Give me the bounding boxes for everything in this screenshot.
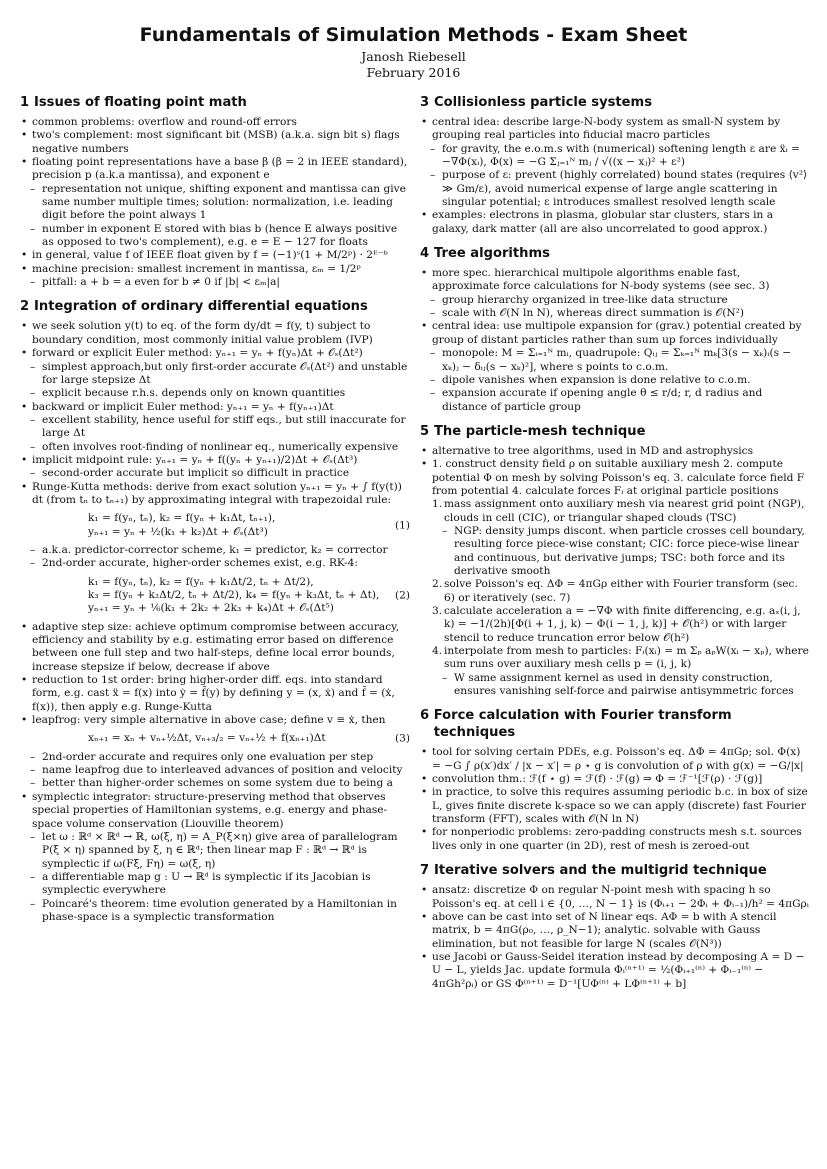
section-heading	[20, 94, 410, 111]
equation-line: k₃ = f(yₙ + k₂Δt/2, tₙ + Δt/2), k₄ = f(yₙ + k₃Δt, tₙ + Δt),	[88, 589, 380, 601]
right-column	[420, 94, 810, 1000]
bullet-list	[420, 116, 810, 143]
equation-number: (3)	[394, 732, 410, 745]
section	[420, 423, 810, 699]
bullet-item: • examples: electrons in plasma, globular star clusters, stars in a galaxy, dark matter (all are also uncorrelated to good approx.)	[420, 209, 810, 236]
bullet-item: • convolution thm.: ℱ(f ⋆ g) = ℱ(f) · ℱ(g) ⇒ Φ = ℱ⁻¹[ℱ(ρ) · ℱ(g)]	[420, 773, 810, 786]
numbered-item	[432, 645, 810, 672]
bullet-list	[20, 481, 410, 508]
bullet-item: • use Jacobi or Gauss-Seidel iteration instead by decomposing A = D − U − L, yields Jac. update formula Φᵢ⁽ⁿ⁺¹⁾ = ½(Φᵢ₊₁⁽ⁿ⁾ + Φᵢ₋₁⁽ⁿ⁾ − 4πGh²ρᵢ) or GS Φ⁽ⁿ⁺¹⁾ = D⁻¹[UΦ⁽ⁿ⁾ + LΦ⁽ⁿ⁺¹⁾ + b]	[420, 951, 810, 991]
sub-bullet-list	[420, 347, 810, 414]
bullet-item: • ansatz: discretize Φ on regular N-point mesh with spacing h so Poisson's eq. at cell i ∈ {0, …, N − 1} is (Φᵢ₊₁ − 2Φᵢ + Φᵢ₋₁)/h² = 4πGρᵢ	[420, 884, 810, 911]
sub-bullet-item: – for gravity, the e.o.m.s with (numerical) softening length ε are ẍᵢ = −∇Φ(xᵢ), Φ(x) = −G Σⱼ₌₁ᴺ mⱼ / √((x − xⱼ)² + ε²)	[420, 143, 810, 170]
sub-bullet-item: – let ω : ℝᵈ × ℝᵈ → ℝ, ω(ξ, η) = A_P(ξ×η) give area of parallelogram P(ξ × η) spanned by ξ, η ∈ ℝᵈ; then linear map F : ℝᵈ → ℝᵈ is symplectic if ω(Fξ, Fη) = ω(ξ, η)	[20, 831, 410, 871]
sub-bullet-list	[432, 672, 810, 699]
bullet-item: • central idea: describe large-N-body system as small-N system by grouping real particles into fiducial macro particles	[420, 116, 810, 143]
sub-bullet-item: – a.k.a. predictor-corrector scheme, k₁ = predictor, k₂ = corrector	[20, 544, 410, 557]
section-number: 3	[420, 95, 430, 110]
sub-bullet-item: – explicit because r.h.s. depends only on known quantities	[20, 387, 410, 400]
equation-block	[20, 507, 410, 544]
section-heading	[20, 298, 410, 315]
section	[420, 94, 810, 236]
section	[420, 245, 810, 414]
bullet-list	[20, 116, 410, 183]
section-title: Force calculation with Fourier transform techniques	[433, 708, 732, 741]
section-number: 6	[420, 708, 430, 724]
sub-bullet-list	[20, 361, 410, 401]
bullet-item: • common problems: overflow and round-off errors	[20, 116, 410, 129]
sub-bullet-item: – dipole vanishes when expansion is done relative to c.o.m.	[420, 374, 810, 387]
sub-bullet-list	[20, 183, 410, 250]
bullet-item: • tool for solving certain PDEs, e.g. Poisson's eq. ΔΦ = 4πGρ; sol. Φ(x) = −G ∫ ρ(x′)dx′ / |x − x′| = ρ ⋆ g is convolution of ρ with g(x) = −G/|x|	[420, 746, 810, 773]
bullet-item: • implicit midpoint rule: yₙ₊₁ = yₙ + f((yₙ + yₙ₊₁)/2)Δt + 𝒪ₛ(Δt³)	[20, 454, 410, 467]
sub-bullet-item: – purpose of ε: prevent (highly correlated) bound states (requires ⟨v²⟩ ≫ Gm/ε), avoid numerical expense of large angle scattering in singular potential; ε introduces smallest resolved length scale	[420, 169, 810, 209]
section-heading	[420, 423, 810, 440]
sub-bullet-list	[432, 525, 810, 578]
numbered-item	[432, 498, 810, 525]
bullet-list	[420, 267, 810, 294]
sub-bullet-list	[20, 544, 410, 571]
bullet-item: • floating point representations have a base β (β = 2 in IEEE standard), precision p (a.k.a mantissa), and exponent e	[20, 156, 410, 183]
equation-number: (2)	[394, 589, 410, 601]
section-heading	[420, 707, 810, 741]
section-title: Integration of ordinary differential equations	[34, 299, 368, 315]
sub-bullet-list	[20, 831, 410, 924]
sub-bullet-list	[420, 143, 810, 210]
bullet-item: • for nonperiodic problems: zero-padding constructs mesh s.t. sources lives only in one quarter (in 2D), rest of mesh is zeroed-out	[420, 826, 810, 853]
section-heading	[420, 862, 810, 879]
bullet-list	[420, 445, 810, 498]
item-number: 3.	[432, 605, 443, 617]
equation-line: yₙ₊₁ = yₙ + ½(k₁ + k₂)Δt + 𝒪ₛ(Δt³)	[88, 525, 268, 538]
bullet-item: • in practice, to solve this requires assuming periodic b.c. in box of size L, gives finite discrete k-space so we can apply (discrete) fast Fourier transform (FFT), scales with 𝒪(N ln N)	[420, 786, 810, 826]
sub-bullet-item: – pitfall: a + b = a even for b ≠ 0 if |b| < εₘ|a|	[20, 276, 410, 289]
bullet-item: • we seek solution y(t) to eq. of the form dy/dt = f(y, t) subject to boundary condition, most commonly initial value problem (IVP)	[20, 320, 410, 347]
sub-bullet-item: – simplest approach,but only first-order accurate 𝒪ₛ(Δt²) and unstable for large stepsize Δt	[20, 361, 410, 388]
item-text: calculate acceleration a = −∇Φ with finite differencing, e.g. aₓ(i, j, k) = −1/(2h)[Φ(i + 1, j, k) − Φ(i − 1, j, k)] + 𝒪(h²) or with larger stencil to reduce truncation error below 𝒪(h²)	[444, 605, 801, 644]
bullet-item: • two's complement: most significant bit (MSB) (a.k.a. sign bit s) flags negative numbers	[20, 129, 410, 156]
sub-bullet-item: – number in exponent E stored with bias b (hence E always positive as opposed to two's complement), e.g. e = E − 127 for floats	[20, 223, 410, 250]
equation-line: xₙ₊₁ = xₙ + vₙ₊½Δt, vₙ₊₃/₂ = vₙ₊½ + f(xₙ₊₁)Δt	[88, 732, 326, 745]
section-heading	[420, 245, 810, 262]
section-title: The particle-mesh technique	[434, 423, 646, 439]
section-heading	[420, 94, 810, 111]
section-title: Iterative solvers and the multigrid technique	[434, 863, 767, 879]
equation-line: yₙ₊₁ = yₙ + ⅙(k₁ + 2k₂ + 2k₃ + k₄)Δt + 𝒪ₛ(Δt⁵)	[88, 602, 334, 615]
sub-bullet-item: – Poincaré's theorem: time evolution generated by a Hamiltonian in phase-space is a symplectic transformation	[20, 898, 410, 925]
bullet-item: • backward or implicit Euler method: yₙ₊₁ = yₙ + f(yₙ₊₁)Δt	[20, 401, 410, 414]
sub-bullet-list	[20, 276, 410, 289]
sub-bullet-item: – excellent stability, hence useful for stiff eqs., but still inaccurate for large Δt	[20, 414, 410, 441]
section-title: Tree algorithms	[434, 246, 550, 262]
bullet-item: • symplectic integrator: structure-preserving method that observes special properties of Hamiltonian systems, e.g. energy and phase-space volume conservation (Liouville theorem)	[20, 791, 410, 831]
sub-bullet-item: – NGP: density jumps discont. when particle crosses cell boundary, resulting force piece-wise constant; CIC: force piece-wise linear and continuous, but derivative jumps; TSC: both force and its derivative smooth	[432, 525, 810, 578]
equation-block	[20, 571, 410, 621]
left-column	[20, 94, 410, 933]
item-number: 2.	[432, 578, 443, 591]
item-text: solve Poisson's eq. ΔΦ = 4πGρ either with Fourier transform (sec. 6) or iteratively (sec. 7)	[444, 578, 798, 604]
bullet-list	[420, 884, 810, 991]
bullet-list	[420, 746, 810, 853]
equation-block	[20, 727, 410, 750]
numbered-item	[432, 578, 810, 605]
document-title: Fundamentals of Simulation Methods - Exam Sheet	[139, 24, 688, 46]
numbered-list	[432, 498, 810, 698]
section-number: 2	[20, 299, 30, 315]
bullet-list	[20, 454, 410, 467]
bullet-list	[420, 320, 810, 347]
bullet-item: • leapfrog: very simple alternative in above case; define v ≡ ẋ, then	[20, 714, 410, 727]
bullet-list	[420, 209, 810, 236]
section	[420, 862, 810, 991]
section	[420, 707, 810, 853]
bullet-list	[20, 791, 410, 831]
sub-bullet-item: – better than higher-order schemes on some system due to being a	[20, 777, 410, 790]
sub-bullet-list	[20, 751, 410, 791]
sub-bullet-item: – 2nd-order accurate and requires only one evaluation per step	[20, 751, 410, 764]
section-number: 4	[420, 246, 430, 262]
equation-number: (1)	[394, 518, 410, 531]
bullet-item: • Runge-Kutta methods: derive from exact solution yₙ₊₁ = yₙ + ∫ f(y(t)) dt (from tₙ to tₙ₊₁) by approximating integral with trapezoidal rule:	[20, 481, 410, 508]
sub-bullet-item: – W same assignment kernel as used in density construction, ensures vanishing self-force and pairwise antisymmetric forces	[432, 672, 810, 699]
section-number: 7	[420, 863, 430, 879]
bullet-list	[20, 249, 410, 276]
sub-bullet-list	[420, 294, 810, 321]
section	[20, 298, 410, 924]
sub-bullet-item: – second-order accurate but implicit so difficult in practice	[20, 467, 410, 480]
bullet-list	[20, 401, 410, 414]
document-author: Janosh Riebesell	[361, 49, 466, 64]
equation-line: k₁ = f(yₙ, tₙ), k₂ = f(yₙ + k₁Δt/2, tₙ + Δt/2),	[88, 575, 314, 588]
sub-bullet-item: – often involves root-finding of nonlinear eq., numerically expensive	[20, 441, 410, 454]
section-title: Issues of floating point math	[34, 95, 247, 110]
item-number: 4.	[432, 645, 443, 658]
sub-bullet-item: – a differentiable map g : U → ℝᵈ is symplectic if its Jacobian is symplectic everywhere	[20, 871, 410, 898]
bullet-item: • machine precision: smallest increment in mantissa, εₘ = 1/2ᵖ	[20, 263, 410, 276]
section	[20, 94, 410, 289]
bullet-list	[20, 320, 410, 360]
sub-bullet-item: – representation not unique, shifting exponent and mantissa can give same number multiple times; solution: normalization, i.e. leading digit before the point always 1	[20, 183, 410, 223]
numbered-item	[432, 605, 810, 645]
bullet-item: • above can be cast into set of N linear eqs. AΦ = b with A stencil matrix, b = 4πG(ρ₀, …, ρ_N−1); analytic. solvable with Gauss elimination, but not feasible for large N (scales 𝒪(N³))	[420, 911, 810, 951]
item-text: interpolate from mesh to particles: Fᵢ(xᵢ) = m Σₚ aₚW(xᵢ − xₚ), where sum runs over auxiliary mesh cells p = (i, j, k)	[444, 645, 809, 671]
bullet-item: • forward or explicit Euler method: yₙ₊₁ = yₙ + f(yₙ)Δt + 𝒪ₛ(Δt²)	[20, 347, 410, 360]
bullet-item: • central idea: use multipole expansion for (grav.) potential created by group of distant particles rather than sum up forces individually	[420, 320, 810, 347]
sub-bullet-item: – expansion accurate if opening angle θ ≤ r/d; r, d radius and distance of particle group	[420, 387, 810, 414]
item-number: 1.	[432, 498, 443, 511]
bullet-list	[20, 621, 410, 728]
sub-bullet-item: – scale with 𝒪(N ln N), whereas direct summation is 𝒪(N²)	[420, 307, 810, 320]
section-number: 1	[20, 95, 30, 110]
bullet-item: • more spec. hierarchical multipole algorithms enable fast, approximate force calculations for N-body systems (see sec. 3)	[420, 267, 810, 294]
sub-bullet-item: – group hierarchy organized in tree-like data structure	[420, 294, 810, 307]
section-number: 5	[420, 423, 430, 439]
equation-line: k₁ = f(yₙ, tₙ), k₂ = f(yₙ + k₁Δt, tₙ₊₁),	[88, 512, 276, 525]
bullet-item: • in general, value f of IEEE float given by f = (−1)ˢ(1 + M/2ᵖ) · 2ᴱ⁻ᵇ	[20, 249, 410, 262]
bullet-item: • reduction to 1st order: bring higher-order diff. eqs. into standard form, e.g. cast ẍ = f(x) into ẏ = f̃(y) by defining y = (x, ẋ) and f̃ = (ẋ, f(x)), then apply e.g. Runge-Kutta	[20, 674, 410, 714]
item-text: mass assignment onto auxiliary mesh via nearest grid point (NGP), clouds in cell (CIC), or triangular shaped clouds (TSC)	[444, 498, 805, 524]
sub-bullet-list	[20, 467, 410, 480]
sub-bullet-item: – name leapfrog due to interleaved advances of position and velocity	[20, 764, 410, 777]
document-date: February 2016	[366, 65, 461, 80]
sub-bullet-item: – 2nd-order accurate, higher-order schemes exist, e.g. RK-4:	[20, 557, 410, 570]
bullet-item: • adaptive step size: achieve optimum compromise between accuracy, efficiency and stability by e.g. estimating error based on difference between one full step and two half-steps, define local error bounds, increase stepsize if below, decrease if above	[20, 621, 410, 674]
bullet-item: • alternative to tree algorithms, used in MD and astrophysics	[420, 445, 810, 458]
section-title: Collisionless particle systems	[434, 95, 652, 110]
bullet-item: • 1. construct density field ρ on suitable auxiliary mesh 2. compute potential Φ on mesh by solving Poisson's eq. 3. calculate force field F from potential 4. calculate forces Fᵢ at original particle positions	[420, 458, 810, 498]
sub-bullet-item: – monopole: M = Σᵢ₌₁ᴺ mᵢ, quadrupole: Qᵢⱼ = Σₖ₌₁ᴺ mₖ[3(s − xₖ)ᵢ(s − xₖ)ⱼ − δᵢⱼ(s − xₖ)²], where s points to c.o.m.	[420, 347, 810, 374]
sub-bullet-list	[20, 414, 410, 454]
